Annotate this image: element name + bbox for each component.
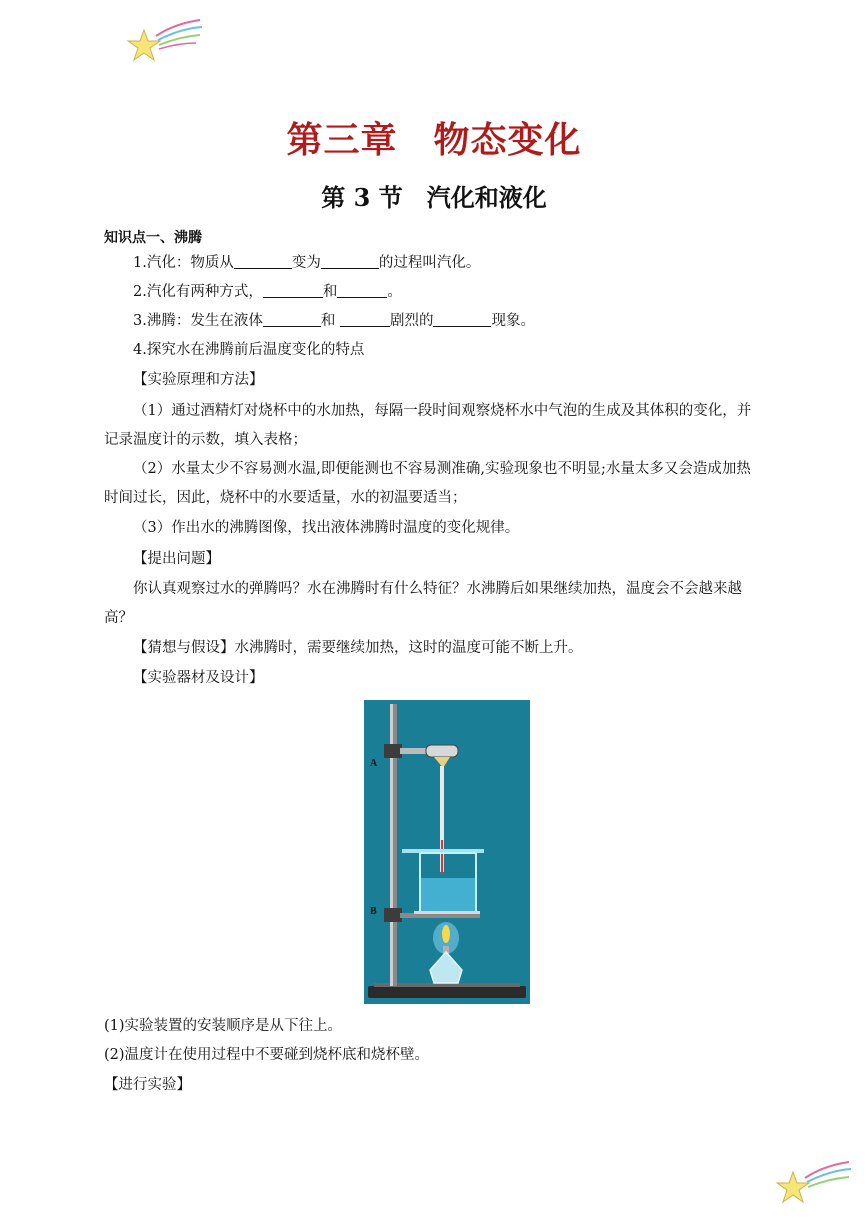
knowledge-point-heading: 知识点一、沸腾 — [104, 230, 202, 246]
shooting-star-icon — [775, 1160, 855, 1210]
answer-blank[interactable] — [321, 252, 379, 269]
section-title: 第 3 节 汽化和液化 — [321, 183, 547, 212]
chapter-title: 第三章 物态变化 — [286, 119, 582, 161]
answer-blank[interactable] — [340, 310, 390, 327]
question-2: 2.汽化有两种方式， 和 。 — [104, 278, 764, 307]
question-4: 4.探究水在沸腾前后温度变化的特点 — [133, 342, 365, 358]
answer-blank[interactable] — [433, 310, 491, 327]
note-1: (1)实验装置的安装顺序是从下往上。 — [104, 1018, 343, 1034]
answer-blank[interactable] — [263, 281, 323, 298]
label-b: B — [370, 906, 377, 917]
paragraph-2: （2）水量太少不容易测水温,即便能测也不容易测准确,实验现象也不明显;水量太多又会造成加热时间过长，因此，烧杯中的水要适量，水的初温要适当； — [104, 461, 751, 506]
question-1: 1.汽化：物质从 变为 的过程叫汽化。 — [104, 249, 764, 278]
heading-question: 【提出问题】 — [133, 551, 220, 567]
paragraph-1: （1）通过酒精灯对烧杯中的水加热，每隔一段时间观察烧杯水中气泡的生成及其体积的变化，并记录温度计的示数，填入表格； — [104, 403, 752, 448]
answer-blank[interactable] — [337, 281, 387, 298]
label-a: A — [370, 758, 378, 769]
heading-conduct: 【进行实验】 — [104, 1077, 191, 1093]
hypothesis-paragraph: 【猜想与假设】水沸腾时，需要继续加热，这时的温度可能不断上升。 — [133, 640, 583, 656]
question-3: 3.沸腾：发生在液体 和 剧烈的 现象。 — [104, 307, 764, 336]
question-paragraph: 你认真观察过水的弹腾吗？水在沸腾时有什么特征？水沸腾后如果继续加热，温度会不会越来越高？ — [104, 581, 742, 626]
answer-blank[interactable] — [263, 310, 321, 327]
shooting-star-icon — [126, 18, 206, 68]
paragraph-3: （3）作出水的沸腾图像，找出液体沸腾时温度的变化规律。 — [133, 520, 520, 536]
note-2: (2)温度计在使用过程中不要碰到烧杯底和烧杯壁。 — [104, 1047, 430, 1063]
heading-principle: 【实验原理和方法】 — [133, 372, 264, 388]
heading-equipment: 【实验器材及设计】 — [133, 670, 264, 686]
apparatus-figure — [364, 700, 530, 1004]
answer-blank[interactable] — [234, 252, 292, 269]
